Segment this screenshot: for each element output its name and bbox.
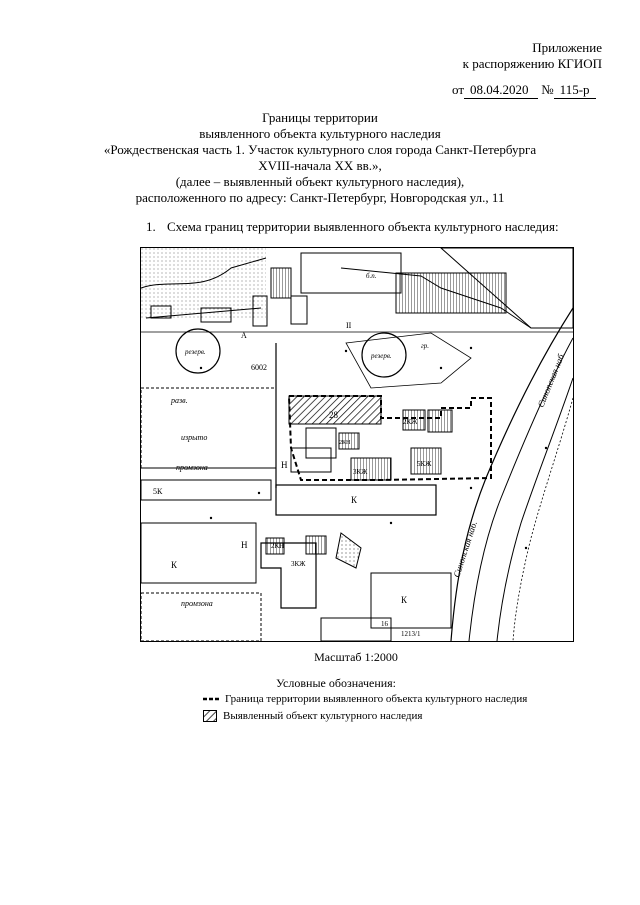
title-line-4: XVIII-начала XX вв.»,	[258, 158, 382, 173]
label-k-1: К	[351, 495, 358, 505]
label-reservoir-1: резерв.	[185, 348, 206, 356]
map-scale: Масштаб 1:2000	[314, 650, 398, 664]
section-text: Схема границ территории выявленного объекта культурного наследия:	[167, 219, 559, 234]
title-line-5: (далее – выявленный объект культурного наследия),	[175, 174, 465, 189]
label-k-3: К	[401, 595, 408, 605]
date-prefix: от	[452, 82, 465, 97]
label-bp: б.п.	[366, 272, 377, 280]
label-promzona-2: промзона	[181, 599, 213, 608]
boundary-map	[140, 247, 574, 642]
label-1213: 1213/1	[401, 630, 421, 638]
date-number-line	[452, 82, 596, 99]
section-number: 1.	[146, 219, 156, 234]
appendix-label: Приложение	[532, 40, 602, 55]
label-promzona-1: промзона	[176, 463, 208, 472]
legend-object-text: Выявленный объект культурного наследия	[223, 710, 423, 722]
label-3kzh: 3КЖ	[353, 468, 368, 476]
title-line-1: Границы территории	[262, 110, 378, 125]
title-block	[60, 110, 580, 206]
label-sinopskaya-2: Синопская наб.	[451, 519, 480, 579]
section-heading	[146, 219, 559, 235]
label-izryto: изрыто	[181, 433, 208, 442]
label-sinopskaya-1: Синопская наб.	[535, 350, 567, 409]
label-reservoir-2: резерв.	[371, 352, 392, 360]
label-5kzh: 5КЖ	[417, 460, 432, 468]
label-n-1: Н	[241, 540, 248, 550]
legend-boundary-text: Граница территории выявленного объекта культурного наследия	[225, 693, 528, 705]
label-n-2: Н	[281, 460, 288, 470]
label-5k: 5К	[153, 487, 163, 496]
label-a: А	[241, 331, 247, 340]
label-16: 16	[381, 620, 388, 628]
label-3kzh-2: 3КЖ	[291, 560, 306, 568]
label-2kzh: 2КЖ	[403, 418, 418, 426]
title-line-2: выявленного объекта культурного наследия	[199, 126, 441, 141]
label-k-2: К	[171, 560, 178, 570]
order-date: 08.04.2020	[464, 82, 538, 99]
title-line-6: расположенного по адресу: Санкт-Петербург, Новгородская ул., 11	[135, 190, 505, 205]
label-2kn-2: 2КН	[339, 440, 351, 446]
order-number: 115-р	[554, 82, 596, 99]
hatched-object-icon	[203, 710, 217, 722]
label-6002: 6002	[251, 363, 267, 372]
legend-item-object	[203, 709, 422, 723]
dashed-boundary-icon	[203, 696, 219, 702]
legend-item-boundary	[203, 692, 527, 706]
order-reference: к распоряжению КГИОП	[462, 56, 602, 71]
label-gr: гр.	[421, 342, 429, 350]
legend-title: Условные обозначения:	[276, 676, 397, 690]
title-line-3: «Рождественская часть 1. Участок культурного слоя города Санкт-Петербурга	[103, 142, 537, 157]
map-drawing	[141, 248, 573, 641]
label-2kn: 2КН	[271, 542, 285, 550]
label-28: 28	[329, 410, 338, 420]
number-prefix: №	[541, 82, 554, 97]
label-razv: разв.	[171, 396, 188, 405]
label-ii: II	[346, 321, 352, 330]
